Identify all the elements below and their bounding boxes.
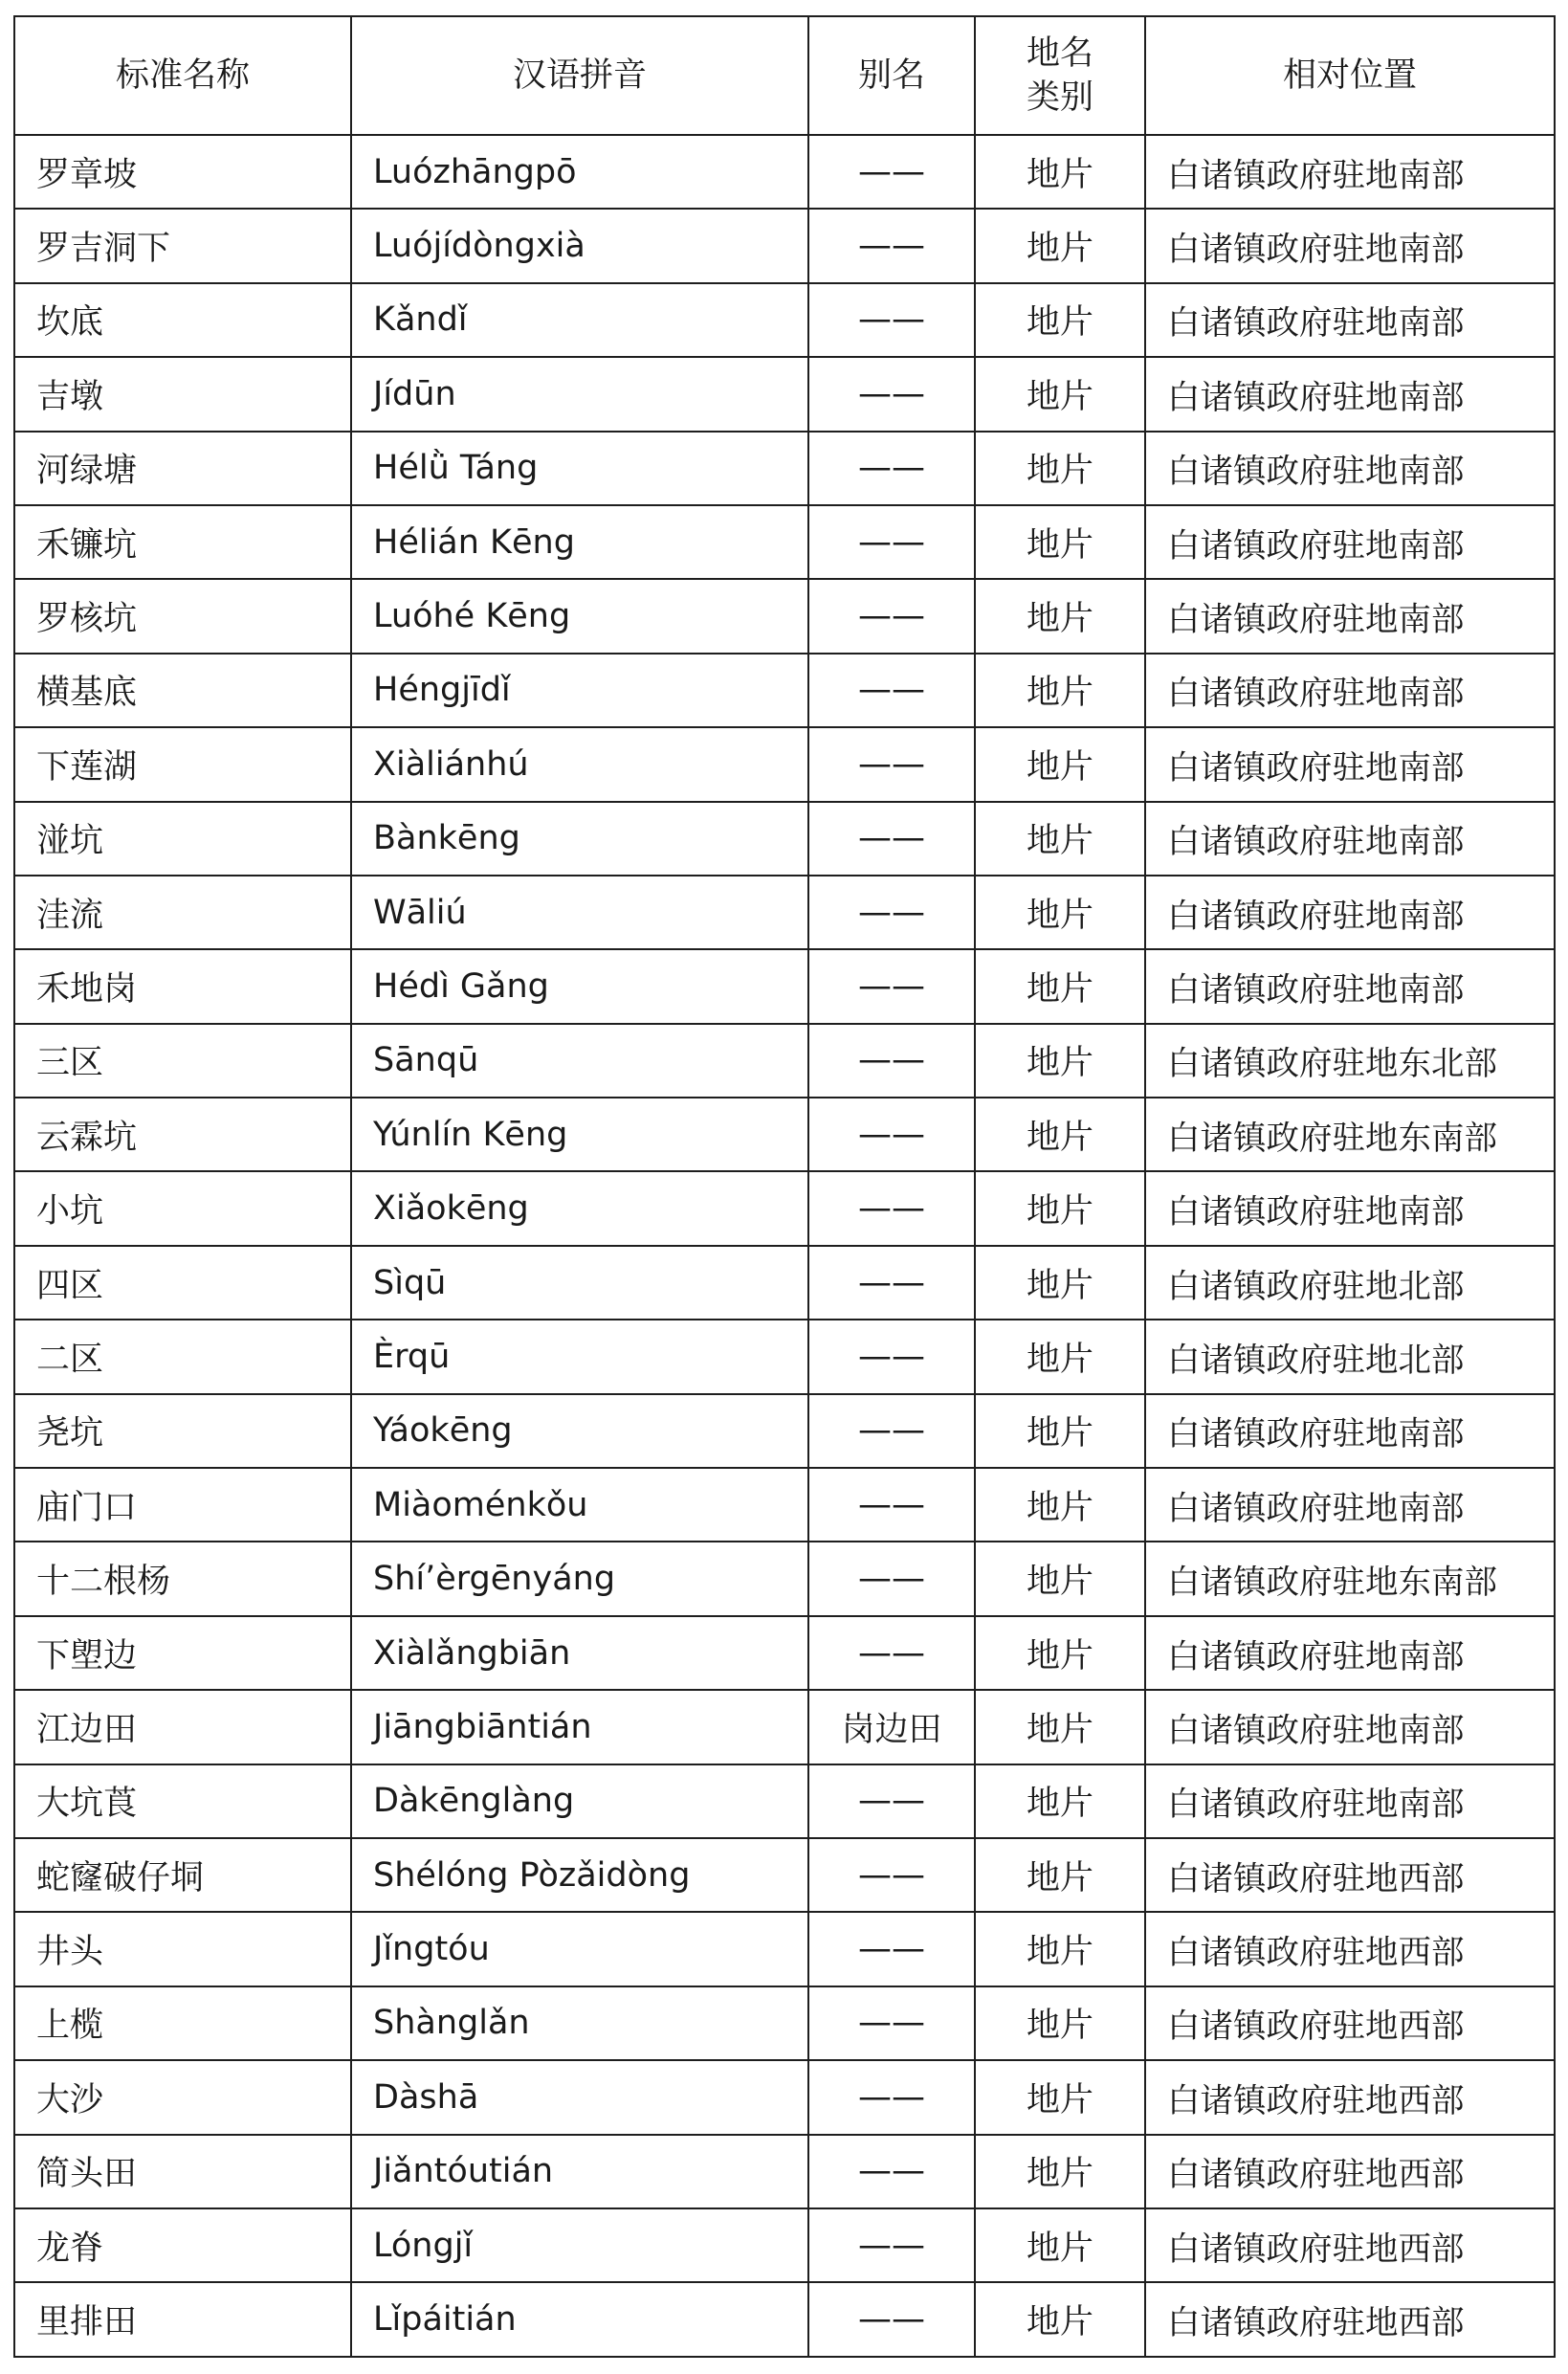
cell-standard-name: 罗吉洞下 — [14, 209, 351, 282]
cell-standard-name: 大沙 — [14, 2060, 351, 2134]
cell-place-type: 地片 — [975, 1616, 1145, 1690]
cell-relative-position: 白诸镇政府驻地南部 — [1145, 949, 1555, 1023]
cell-alias: —— — [808, 1986, 975, 2060]
table-row — [14, 1912, 1555, 1986]
cell-standard-name: 大坑莨 — [14, 1764, 351, 1838]
cell-relative-position: 白诸镇政府驻地东南部 — [1145, 1542, 1555, 1615]
cell-standard-name: 湴坑 — [14, 802, 351, 876]
cell-standard-name: 尧坑 — [14, 1394, 351, 1468]
cell-place-type: 地片 — [975, 949, 1145, 1023]
cell-place-type: 地片 — [975, 876, 1145, 949]
cell-relative-position: 白诸镇政府驻地西部 — [1145, 1838, 1555, 1912]
cell-standard-name: 禾镰坑 — [14, 505, 351, 579]
place-name-table — [13, 15, 1556, 2358]
cell-pinyin: Shànglǎn — [351, 1986, 808, 2060]
cell-alias: —— — [808, 283, 975, 357]
cell-alias: —— — [808, 802, 975, 876]
table-row — [14, 1098, 1555, 1171]
cell-standard-name: 三区 — [14, 1024, 351, 1098]
cell-relative-position: 白诸镇政府驻地南部 — [1145, 1764, 1555, 1838]
table-row — [14, 2060, 1555, 2134]
cell-pinyin: Wāliú — [351, 876, 808, 949]
cell-alias: —— — [808, 1098, 975, 1171]
table-row — [14, 357, 1555, 431]
cell-relative-position: 白诸镇政府驻地西部 — [1145, 2135, 1555, 2208]
cell-place-type: 地片 — [975, 1690, 1145, 1764]
cell-pinyin: Shí’èrgēnyáng — [351, 1542, 808, 1615]
cell-standard-name: 下莲湖 — [14, 727, 351, 801]
cell-place-type: 地片 — [975, 432, 1145, 505]
header-place-type-line1: 地名 — [1026, 34, 1093, 73]
cell-relative-position: 白诸镇政府驻地南部 — [1145, 1171, 1555, 1245]
cell-alias: —— — [808, 135, 975, 209]
cell-standard-name: 横基底 — [14, 654, 351, 727]
cell-standard-name: 井头 — [14, 1912, 351, 1986]
cell-relative-position: 白诸镇政府驻地南部 — [1145, 802, 1555, 876]
cell-standard-name: 坎底 — [14, 283, 351, 357]
cell-alias: —— — [808, 949, 975, 1023]
table-row — [14, 1986, 1555, 2060]
cell-relative-position: 白诸镇政府驻地南部 — [1145, 727, 1555, 801]
cell-relative-position: 白诸镇政府驻地东北部 — [1145, 1024, 1555, 1098]
cell-standard-name: 河绿塘 — [14, 432, 351, 505]
cell-relative-position: 白诸镇政府驻地南部 — [1145, 135, 1555, 209]
cell-alias: —— — [808, 2135, 975, 2208]
cell-relative-position: 白诸镇政府驻地南部 — [1145, 283, 1555, 357]
header-relative-position: 相对位置 — [1145, 16, 1555, 135]
cell-pinyin: Jiāngbiāntián — [351, 1690, 808, 1764]
cell-alias: —— — [808, 2208, 975, 2282]
cell-alias: —— — [808, 579, 975, 653]
cell-relative-position: 白诸镇政府驻地南部 — [1145, 1394, 1555, 1468]
cell-pinyin: Yúnlín Kēng — [351, 1098, 808, 1171]
cell-standard-name: 简头田 — [14, 2135, 351, 2208]
cell-pinyin: Jǐngtóu — [351, 1912, 808, 1986]
cell-standard-name: 二区 — [14, 1320, 351, 1393]
cell-standard-name: 江边田 — [14, 1690, 351, 1764]
cell-pinyin: Xiàlǎngbiān — [351, 1616, 808, 1690]
cell-alias: —— — [808, 2060, 975, 2134]
header-pinyin: 汉语拼音 — [351, 16, 808, 135]
cell-alias: —— — [808, 209, 975, 282]
cell-place-type: 地片 — [975, 1171, 1145, 1245]
cell-relative-position: 白诸镇政府驻地南部 — [1145, 579, 1555, 653]
cell-place-type: 地片 — [975, 1764, 1145, 1838]
cell-relative-position: 白诸镇政府驻地南部 — [1145, 876, 1555, 949]
header-row — [14, 16, 1555, 135]
cell-pinyin: Hélián Kēng — [351, 505, 808, 579]
cell-relative-position: 白诸镇政府驻地东南部 — [1145, 1098, 1555, 1171]
cell-place-type: 地片 — [975, 2135, 1145, 2208]
cell-standard-name: 下塱边 — [14, 1616, 351, 1690]
table-row — [14, 949, 1555, 1023]
table-row — [14, 876, 1555, 949]
header-alias: 别名 — [808, 16, 975, 135]
cell-pinyin: Hédì Gǎng — [351, 949, 808, 1023]
cell-alias: —— — [808, 1764, 975, 1838]
cell-place-type: 地片 — [975, 283, 1145, 357]
cell-standard-name: 十二根杨 — [14, 1542, 351, 1615]
cell-place-type: 地片 — [975, 1912, 1145, 1986]
cell-alias: —— — [808, 1616, 975, 1690]
table-row — [14, 1320, 1555, 1393]
cell-place-type: 地片 — [975, 1246, 1145, 1320]
cell-alias: —— — [808, 1320, 975, 1393]
cell-place-type: 地片 — [975, 2208, 1145, 2282]
table-row — [14, 209, 1555, 282]
table-body — [14, 135, 1555, 2357]
cell-standard-name: 罗章坡 — [14, 135, 351, 209]
cell-place-type: 地片 — [975, 1542, 1145, 1615]
cell-relative-position: 白诸镇政府驻地南部 — [1145, 357, 1555, 431]
table-row — [14, 1690, 1555, 1764]
cell-alias: —— — [808, 357, 975, 431]
cell-pinyin: Sānqū — [351, 1024, 808, 1098]
cell-alias: —— — [808, 1246, 975, 1320]
table-row — [14, 432, 1555, 505]
cell-place-type: 地片 — [975, 505, 1145, 579]
cell-pinyin: Miàoménkǒu — [351, 1468, 808, 1542]
cell-relative-position: 白诸镇政府驻地南部 — [1145, 1468, 1555, 1542]
cell-relative-position: 白诸镇政府驻地南部 — [1145, 1690, 1555, 1764]
cell-pinyin: Èrqū — [351, 1320, 808, 1393]
cell-pinyin: Héngjīdǐ — [351, 654, 808, 727]
cell-relative-position: 白诸镇政府驻地北部 — [1145, 1320, 1555, 1393]
cell-standard-name: 罗核坑 — [14, 579, 351, 653]
cell-alias: —— — [808, 1394, 975, 1468]
cell-pinyin: Kǎndǐ — [351, 283, 808, 357]
cell-relative-position: 白诸镇政府驻地西部 — [1145, 2060, 1555, 2134]
cell-place-type: 地片 — [975, 1024, 1145, 1098]
cell-relative-position: 白诸镇政府驻地西部 — [1145, 2282, 1555, 2357]
table-row — [14, 1616, 1555, 1690]
cell-alias: —— — [808, 727, 975, 801]
cell-place-type: 地片 — [975, 1394, 1145, 1468]
cell-pinyin: Xiǎokēng — [351, 1171, 808, 1245]
cell-relative-position: 白诸镇政府驻地西部 — [1145, 2208, 1555, 2282]
cell-standard-name: 洼流 — [14, 876, 351, 949]
cell-alias: —— — [808, 432, 975, 505]
header-place-type-line2: 类别 — [1026, 78, 1093, 117]
cell-place-type: 地片 — [975, 2282, 1145, 2357]
cell-relative-position: 白诸镇政府驻地南部 — [1145, 1616, 1555, 1690]
cell-standard-name: 龙脊 — [14, 2208, 351, 2282]
cell-place-type: 地片 — [975, 579, 1145, 653]
cell-alias: —— — [808, 1171, 975, 1245]
table-row — [14, 2208, 1555, 2282]
cell-pinyin: Hélǜ Táng — [351, 432, 808, 505]
cell-place-type: 地片 — [975, 1986, 1145, 2060]
cell-alias: —— — [808, 1838, 975, 1912]
cell-standard-name: 禾地岗 — [14, 949, 351, 1023]
cell-pinyin: Luózhāngpō — [351, 135, 808, 209]
table-row — [14, 135, 1555, 209]
cell-place-type: 地片 — [975, 2060, 1145, 2134]
table-row — [14, 283, 1555, 357]
cell-relative-position: 白诸镇政府驻地西部 — [1145, 1912, 1555, 1986]
cell-pinyin: Xiàliánhú — [351, 727, 808, 801]
cell-relative-position: 白诸镇政府驻地西部 — [1145, 1986, 1555, 2060]
table-row — [14, 727, 1555, 801]
cell-standard-name: 吉墩 — [14, 357, 351, 431]
cell-alias: —— — [808, 2282, 975, 2357]
cell-alias: —— — [808, 654, 975, 727]
table-row — [14, 1246, 1555, 1320]
cell-pinyin: Lǐpáitián — [351, 2282, 808, 2357]
cell-standard-name: 四区 — [14, 1246, 351, 1320]
cell-place-type: 地片 — [975, 727, 1145, 801]
cell-relative-position: 白诸镇政府驻地南部 — [1145, 505, 1555, 579]
header-standard-name: 标准名称 — [14, 16, 351, 135]
cell-place-type: 地片 — [975, 357, 1145, 431]
header-place-type — [975, 16, 1145, 135]
cell-standard-name: 云霖坑 — [14, 1098, 351, 1171]
cell-place-type: 地片 — [975, 209, 1145, 282]
table-row — [14, 505, 1555, 579]
table-row — [14, 1542, 1555, 1615]
cell-relative-position: 白诸镇政府驻地南部 — [1145, 654, 1555, 727]
cell-alias: —— — [808, 876, 975, 949]
table-row — [14, 1838, 1555, 1912]
cell-relative-position: 白诸镇政府驻地南部 — [1145, 432, 1555, 505]
cell-standard-name: 庙门口 — [14, 1468, 351, 1542]
cell-standard-name: 里排田 — [14, 2282, 351, 2357]
cell-standard-name: 蛇窿破仔垌 — [14, 1838, 351, 1912]
table-row — [14, 2135, 1555, 2208]
cell-place-type: 地片 — [975, 135, 1145, 209]
cell-alias: —— — [808, 1912, 975, 1986]
table-row — [14, 1394, 1555, 1468]
cell-standard-name: 上榄 — [14, 1986, 351, 2060]
table-row — [14, 1024, 1555, 1098]
cell-relative-position: 白诸镇政府驻地南部 — [1145, 209, 1555, 282]
cell-relative-position: 白诸镇政府驻地北部 — [1145, 1246, 1555, 1320]
cell-pinyin: Jídūn — [351, 357, 808, 431]
cell-alias: —— — [808, 1468, 975, 1542]
cell-alias: 岗边田 — [808, 1690, 975, 1764]
table-row — [14, 1171, 1555, 1245]
cell-alias: —— — [808, 1542, 975, 1615]
cell-place-type: 地片 — [975, 1320, 1145, 1393]
table-row — [14, 1764, 1555, 1838]
cell-place-type: 地片 — [975, 802, 1145, 876]
cell-pinyin: Dàkēnglàng — [351, 1764, 808, 1838]
cell-standard-name: 小坑 — [14, 1171, 351, 1245]
table-row — [14, 1468, 1555, 1542]
cell-place-type: 地片 — [975, 1468, 1145, 1542]
cell-place-type: 地片 — [975, 1098, 1145, 1171]
cell-pinyin: Lóngjǐ — [351, 2208, 808, 2282]
cell-pinyin: Luójídòngxià — [351, 209, 808, 282]
cell-pinyin: Shélóng Pòzǎidòng — [351, 1838, 808, 1912]
table-row — [14, 579, 1555, 653]
cell-place-type: 地片 — [975, 654, 1145, 727]
cell-alias: —— — [808, 1024, 975, 1098]
cell-pinyin: Bànkēng — [351, 802, 808, 876]
cell-place-type: 地片 — [975, 1838, 1145, 1912]
cell-pinyin: Jiǎntóutián — [351, 2135, 808, 2208]
cell-pinyin: Dàshā — [351, 2060, 808, 2134]
table-row — [14, 2282, 1555, 2357]
table-row — [14, 802, 1555, 876]
cell-pinyin: Yáokēng — [351, 1394, 808, 1468]
cell-pinyin: Luóhé Kēng — [351, 579, 808, 653]
cell-pinyin: Sìqū — [351, 1246, 808, 1320]
cell-alias: —— — [808, 505, 975, 579]
table-row — [14, 654, 1555, 727]
